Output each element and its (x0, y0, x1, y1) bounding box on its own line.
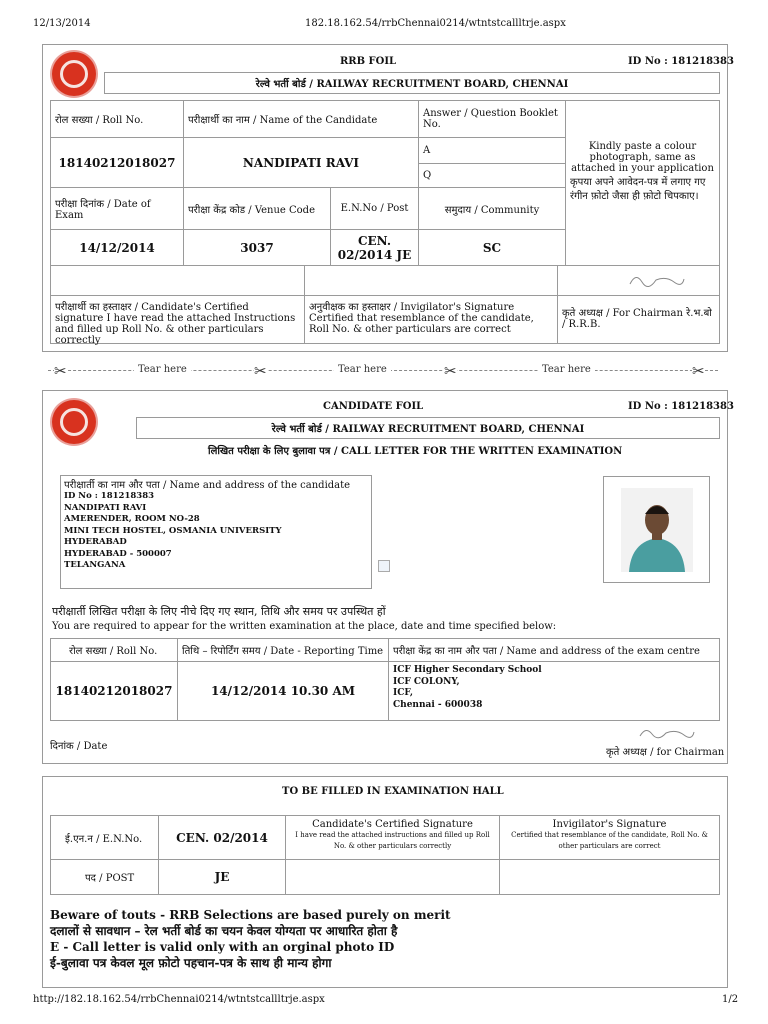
date-label: परीक्षा दिनांक / Date of Exam (50, 187, 184, 230)
board-banner: रेल्वे भर्ती बोर्ड / RAILWAY RECRUITMENT BOARD, CHENNAI (136, 417, 720, 439)
cand-sign-box (285, 859, 500, 895)
date-footer-label: दिनांक / Date (50, 741, 108, 752)
venue-label: परीक्षा केंद्र कोड / Venue Code (183, 187, 331, 230)
tear-here-label: Tear here (334, 364, 391, 375)
tear-here-label: Tear here (538, 364, 595, 375)
candidate-photo-frame (603, 476, 710, 583)
en-label: ई.एन.न / E.N.No. (50, 815, 159, 860)
roll-label: रोल सख्या / Roll No. (50, 100, 184, 138)
address-line: ID No : 181218383 (64, 491, 155, 501)
centre-line: Chennai - 600038 (393, 699, 483, 710)
date-time-label: तिथि – रिपोर्टिंग समय / Date - Reporting Time (177, 638, 389, 662)
photo-note: Kindly paste a colour photograph, same as attached in your application (571, 141, 714, 174)
en-value: CEN. 02/2014 (158, 815, 286, 860)
exam-hall-title: TO BE FILLED IN EXAMINATION HALL (282, 786, 504, 797)
broken-image-icon (378, 560, 390, 572)
venue-value: 3037 (183, 229, 331, 266)
chairman-label: कृते अध्यक्ष / for Chairman (606, 747, 725, 758)
rrb-foil-id: ID No : 181218383 (628, 56, 734, 67)
address-line: TELANGANA (64, 560, 126, 570)
invig-sign-text: अनुवीक्षक का हस्ताक्षर / Invigilator's Signature Certified that resemblance of the candidate, Roll No. & other particulars are correct (304, 295, 558, 344)
tear-here-label: Tear here (134, 364, 191, 375)
warning-block (50, 907, 451, 971)
warning-line: Beware of touts - RRB Selections are based purely on merit (50, 908, 451, 922)
community-value: SC (418, 229, 566, 266)
page-number: 1/2 (722, 994, 739, 1005)
en-value: CEN. 02/2014 JE (330, 229, 419, 266)
invig-signature-title: Invigilator's Signature (552, 819, 667, 830)
booklet-answer: A (418, 137, 566, 164)
print-url: 182.18.162.54/rrbChennai0214/wtntstcallltrje.aspx (305, 18, 566, 29)
booklet-question: Q (418, 163, 566, 188)
signature-scribble (626, 270, 686, 290)
scissors-icon: ✂ (54, 362, 67, 380)
en-label: E.N.No / Post (330, 187, 419, 230)
scissors-icon: ✂ (254, 362, 267, 380)
cand-signature-title: Candidate's Certified Signature (312, 819, 473, 830)
post-label: पद / POST (50, 859, 159, 895)
footer-url: http://182.18.162.54/rrbChennai0214/wtntstcallltrje.aspx (33, 994, 325, 1005)
invig-sign-space (304, 265, 558, 296)
address-label: परीक्षार्ती का नाम और पता / Name and address of the candidate (64, 480, 351, 491)
cand-signature-cell (285, 815, 500, 860)
exam-date-value: 14/12/2014 (50, 229, 184, 266)
roll-value: 18140212018027 (50, 661, 178, 721)
print-date: 12/13/2014 (33, 18, 91, 29)
scissors-icon: ✂ (444, 362, 457, 380)
address-line: NANDIPATI RAVI (64, 502, 147, 513)
address-block (64, 491, 282, 572)
invig-signature-text: Certified that resemblance of the candidate, Roll No. & other particulars are correct (511, 831, 708, 850)
invig-sign-box (499, 859, 720, 895)
centre-line: ICF Higher Secondary School (393, 665, 542, 675)
candidate-photo (621, 488, 693, 572)
address-line: HYDERABAD - 500007 (64, 548, 172, 559)
call-letter-title: लिखित परीक्षा के लिए बुलावा पत्र / CALL LETTER FOR THE WRITTEN EXAMINATION (208, 446, 623, 457)
centre-label: परीक्षा केंद्र का नाम और पता / Name and address of the exam centre (388, 638, 720, 662)
chairman-sign-space (557, 265, 720, 296)
cand-sign-text: परीक्षार्थी का हस्ताक्षर / Candidate's Certified signature I have read the attached Instructions and filled up Roll No. & other particulars correctly (50, 295, 305, 344)
scissors-icon: ✂ (692, 362, 705, 380)
rrb-foil-title: RRB FOIL (340, 56, 397, 67)
name-label: परीक्षार्थी का नाम / Name of the Candidate (183, 100, 419, 138)
address-line: MINI TECH HOSTEL, OSMANIA UNIVERSITY (64, 525, 282, 536)
appear-text-hindi: परीक्षार्ती लिखित परीक्षा के लिए नीचे दिए गए स्थान, तिथि और समय पर उपस्थित हों (52, 605, 386, 618)
roll-label: रोल सख्या / Roll No. (50, 638, 178, 662)
photo-paste-box (565, 100, 720, 266)
photo-note-hindi: कृपया अपने आवेदन-पत्र में लगाए गए रंगीन फ़ोटो जैसा ही फ़ोटो चिपकाए। (570, 177, 706, 202)
cand-signature-text: I have read the attached instructions and filled up Roll No. & other particulars correctly (295, 831, 490, 850)
community-label: समुदाय / Community (418, 187, 566, 230)
board-banner: रेल्वे भर्ती बोर्ड / RAILWAY RECRUITMENT BOARD, CHENNAI (104, 72, 720, 94)
reporting-time-value: 14/12/2014 10.30 AM (177, 661, 389, 721)
booklet-label: Answer / Question Booklet No. (418, 100, 566, 138)
centre-address (388, 661, 720, 721)
candidate-foil-id: ID No : 181218383 (628, 401, 734, 412)
invig-signature-cell (499, 815, 720, 860)
appear-text-english: You are required to appear for the written examination at the place, date and time specified below: (52, 621, 557, 632)
name-value: NANDIPATI RAVI (183, 137, 419, 188)
chairman-text: कृते अध्यक्ष / For Chairman रे.भ.बो / R.R.B. (557, 295, 720, 344)
post-value: JE (158, 859, 286, 895)
rrb-emblem-logo (52, 52, 96, 96)
cand-sign-space (50, 265, 305, 296)
warning-line: E - Call letter is valid only with an orginal photo ID (50, 940, 395, 954)
candidate-foil-title: CANDIDATE FOIL (323, 401, 424, 412)
address-line: AMERENDER, ROOM NO-28 (64, 514, 200, 524)
centre-line: ICF, (393, 688, 413, 698)
warning-line: ई-बुलावा पत्र केवल मूल फ़ोटो पहचान-पत्र के साथ ही मान्य होगा (50, 956, 332, 970)
centre-line: ICF COLONY, (393, 676, 460, 687)
address-line: HYDERABAD (64, 537, 127, 547)
rrb-emblem-logo (52, 400, 96, 444)
warning-line: दलालों से सावधान – रेल भर्ती बोर्ड का चयन केवल योग्यता पर आधारित होता है (50, 924, 398, 938)
signature-scribble (636, 724, 696, 742)
roll-value: 18140212018027 (50, 137, 184, 188)
